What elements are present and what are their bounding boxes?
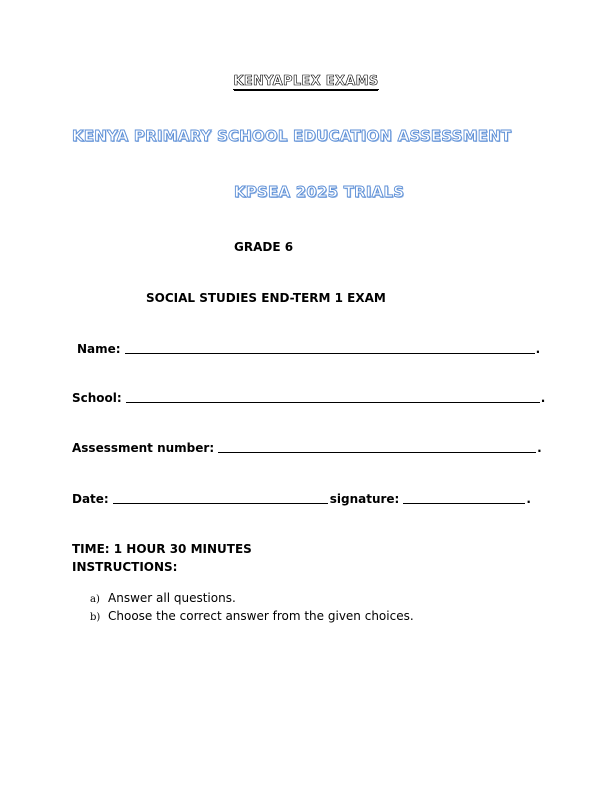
school-label: School: bbox=[72, 391, 122, 405]
date-signature-field[interactable] bbox=[72, 492, 531, 506]
signature-end-mark: . bbox=[526, 492, 531, 506]
date-blank-line[interactable] bbox=[113, 503, 328, 504]
name-label: Name: bbox=[77, 342, 121, 356]
grade-label: GRADE 6 bbox=[234, 240, 294, 254]
assessment-title: KENYA PRIMARY SCHOOL EDUCATION ASSESSMENT bbox=[72, 127, 512, 145]
assessment-number-blank-line[interactable] bbox=[218, 452, 536, 453]
instruction-text: Choose the correct answer from the given choices. bbox=[108, 609, 414, 623]
assessment-number-label: Assessment number: bbox=[72, 441, 215, 455]
instructions-heading: INSTRUCTIONS: bbox=[72, 560, 178, 574]
assessment-number-field[interactable] bbox=[72, 441, 542, 455]
name-blank-line[interactable] bbox=[125, 353, 535, 354]
instructions-list bbox=[90, 591, 414, 627]
exam-title: SOCIAL STUDIES END-TERM 1 EXAM bbox=[146, 291, 386, 305]
name-field[interactable] bbox=[77, 342, 540, 356]
list-marker: a) bbox=[90, 594, 100, 605]
list-item bbox=[90, 591, 414, 609]
list-marker: b) bbox=[90, 612, 101, 623]
list-item bbox=[90, 609, 414, 627]
assessment-end-mark: . bbox=[537, 441, 542, 455]
school-field[interactable] bbox=[72, 391, 545, 405]
date-label: Date: bbox=[72, 492, 109, 506]
time-allowed: TIME: 1 HOUR 30 MINUTES bbox=[72, 542, 252, 556]
trials-title: KPSEA 2025 TRIALS bbox=[234, 183, 405, 201]
instruction-text: Answer all questions. bbox=[108, 591, 236, 605]
brand-text: KENYAPLEX EXAMS bbox=[233, 74, 379, 89]
school-blank-line[interactable] bbox=[126, 402, 540, 403]
signature-label: signature: bbox=[329, 492, 400, 506]
name-end-mark: . bbox=[535, 342, 541, 356]
brand-header bbox=[0, 74, 612, 90]
school-end-mark: . bbox=[540, 391, 546, 405]
signature-blank-line[interactable] bbox=[403, 503, 525, 504]
